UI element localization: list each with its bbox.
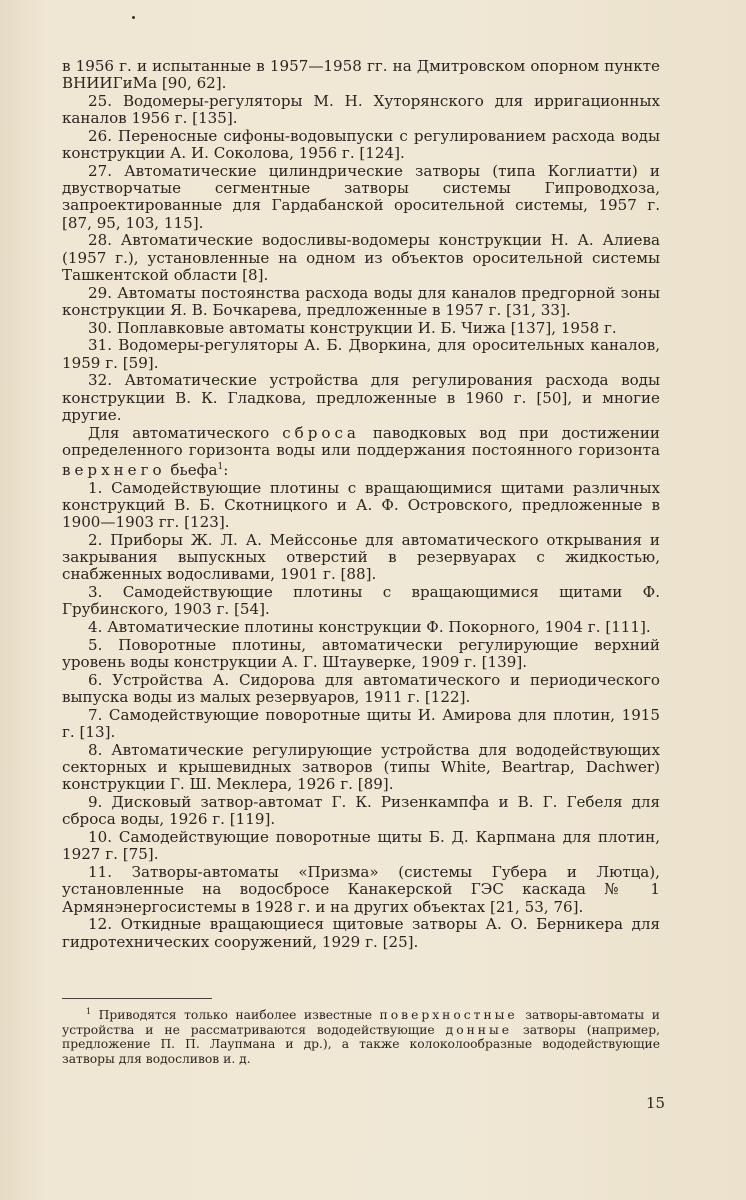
footnote-spaced-poverkhnostnye: поверхностные [379, 1008, 518, 1023]
print-speck [132, 16, 135, 19]
footnote-divider [62, 998, 212, 999]
intro-spaced-verkhnego: верхнего [62, 461, 166, 480]
intro-text-c: паводковых вод при достижении определенного горизонта воды или поддержания постоянного горизонта [62, 423, 660, 459]
list-item-s1: 1. Самодействующие плотины с вращающимися щитами различных конструкций В. Б. Скотницкого и А. Ф. Островского, предложенные в 1900—1903 гг. [123]. [62, 478, 660, 532]
list-item-26: 26. Переносные сифоны-водовыпуски с регулированием расхода воды конструкции А. И. Соколова, 1956 г. [124]. [62, 127, 660, 163]
main-text [62, 58, 660, 951]
list-item-s12: 12. Откидные вращающиеся щитовые затворы А. О. Берникера для гидротехнических сооружений, 1929 г. [25]. [62, 915, 660, 951]
intro-text-a: Для автоматического [88, 423, 270, 442]
page-number: 15 [646, 1094, 666, 1112]
list-item-s3: 3. Самодействующие плотины с вращающимися щитами Ф. Грубинского, 1903 г. [54]. [62, 583, 660, 619]
list-item-25: 25. Водомеры-регуляторы М. Н. Хуторянского для ирригационных каналов 1956 г. [135]. [62, 92, 660, 128]
footnote-text-c: затворы-автоматы и устройства и не рассматриваются вододействующие [62, 1008, 660, 1037]
list-item-32: 32. Автоматические устройства для регулирования расхода воды конструкции В. К. Гладкова, предложенные в 1960 г. [50], и многие другие. [62, 371, 660, 424]
list-item-29: 29. Автоматы постоянства расхода воды для каналов предгорной зоны конструкции Я. В. Бочкарева, предложенные в 1957 г. [31, 33]. [62, 283, 660, 319]
footnote-text-a: Приводятся только наиболее известные [98, 1008, 372, 1023]
intro-spaced-sbrosa: сброса [282, 423, 360, 442]
list-item-31: 31. Водомеры-регуляторы А. Б. Дворкина, для оросительных каналов, 1959 г. [59]. [62, 336, 660, 372]
footnote-text-e: затворы (например, предложение П. П. Лаупмана и др.), а также колоколообразные вододействующие затворы для водосливов и. д. [62, 1022, 660, 1066]
list-item-27: 27. Автоматические цилиндрические затворы (типа Коглиатти) и двустворчатые сегментные затворы системы Гипроводхоза, запроектированные для Гардабанской оросительной системы, 1957 г. [87, 95, 103, 115]. [62, 162, 660, 232]
intro-paragraph [62, 425, 660, 480]
footnote [62, 1005, 660, 1066]
footnote-ref: 1 [217, 462, 224, 473]
list-item-30: 30. Поплавковые автоматы конструкции И. Б. Чижа [137], 1958 г. [88, 318, 617, 337]
list-item-s6: 6. Устройства А. Сидорова для автоматического и периодического выпуска воды из малых резервуаров, 1911 г. [122]. [62, 671, 660, 707]
list-item-s7: 7. Самодействующие поворотные щиты И. Амирова для плотин, 1915 г. [13]. [62, 706, 660, 742]
list-item-s4: 4. Автоматические плотины конструкции Ф. Покорного, 1904 г. [111]. [88, 618, 651, 637]
list-item-s9: 9. Дисковый затвор-автомат Г. К. Ризенкампфа и В. Г. Гебеля для сброса воды, 1926 г. [119]. [62, 793, 660, 829]
footnote-spaced-donnye: донные [445, 1022, 513, 1037]
intro-text-e: бьефа [170, 461, 218, 480]
list-item-s11: 11. Затворы-автоматы «Призма» (системы Губера и Лютца), установленные на водосбросе Канакерской ГЭС каскада № 1 Армянэнергосистемы в 1928 г. и на других объектах [21, 53, 76]. [62, 863, 660, 916]
paragraph-continuation: в 1956 г. и испытанные в 1957—1958 гг. на Дмитровском опорном пункте ВНИИГиМа [90, 62]. [62, 57, 660, 93]
intro-end: : [223, 461, 229, 480]
footnote-mark: 1 [86, 1007, 92, 1016]
list-item-s2: 2. Приборы Ж. Л. А. Мейссонье для автоматического открывания и закрывания выпускных отверстий в резервуарах с жидкостью, снабженных водосливами, 1901 г. [88]. [62, 531, 660, 584]
list-item-s8: 8. Автоматические регулирующие устройства для вододействующих секторных и крышевидных затворов (типы White, Beartrap, Dachwer) конструкции Г. Ш. Меклера, 1926 г. [89]. [62, 741, 660, 794]
list-item-s5: 5. Поворотные плотины, автоматически регулирующие верхний уровень воды конструкции А. Г. Штауверке, 1909 г. [139]. [62, 636, 660, 672]
list-item-28: 28. Автоматические водосливы-водомеры конструкции Н. А. Алиева (1957 г.), установленные на одном из объектов оросительной системы Ташкентской области [8]. [62, 231, 660, 284]
list-item-s10: 10. Самодействующие поворотные щиты Б. Д. Карпмана для плотин, 1927 г. [75]. [62, 828, 660, 864]
